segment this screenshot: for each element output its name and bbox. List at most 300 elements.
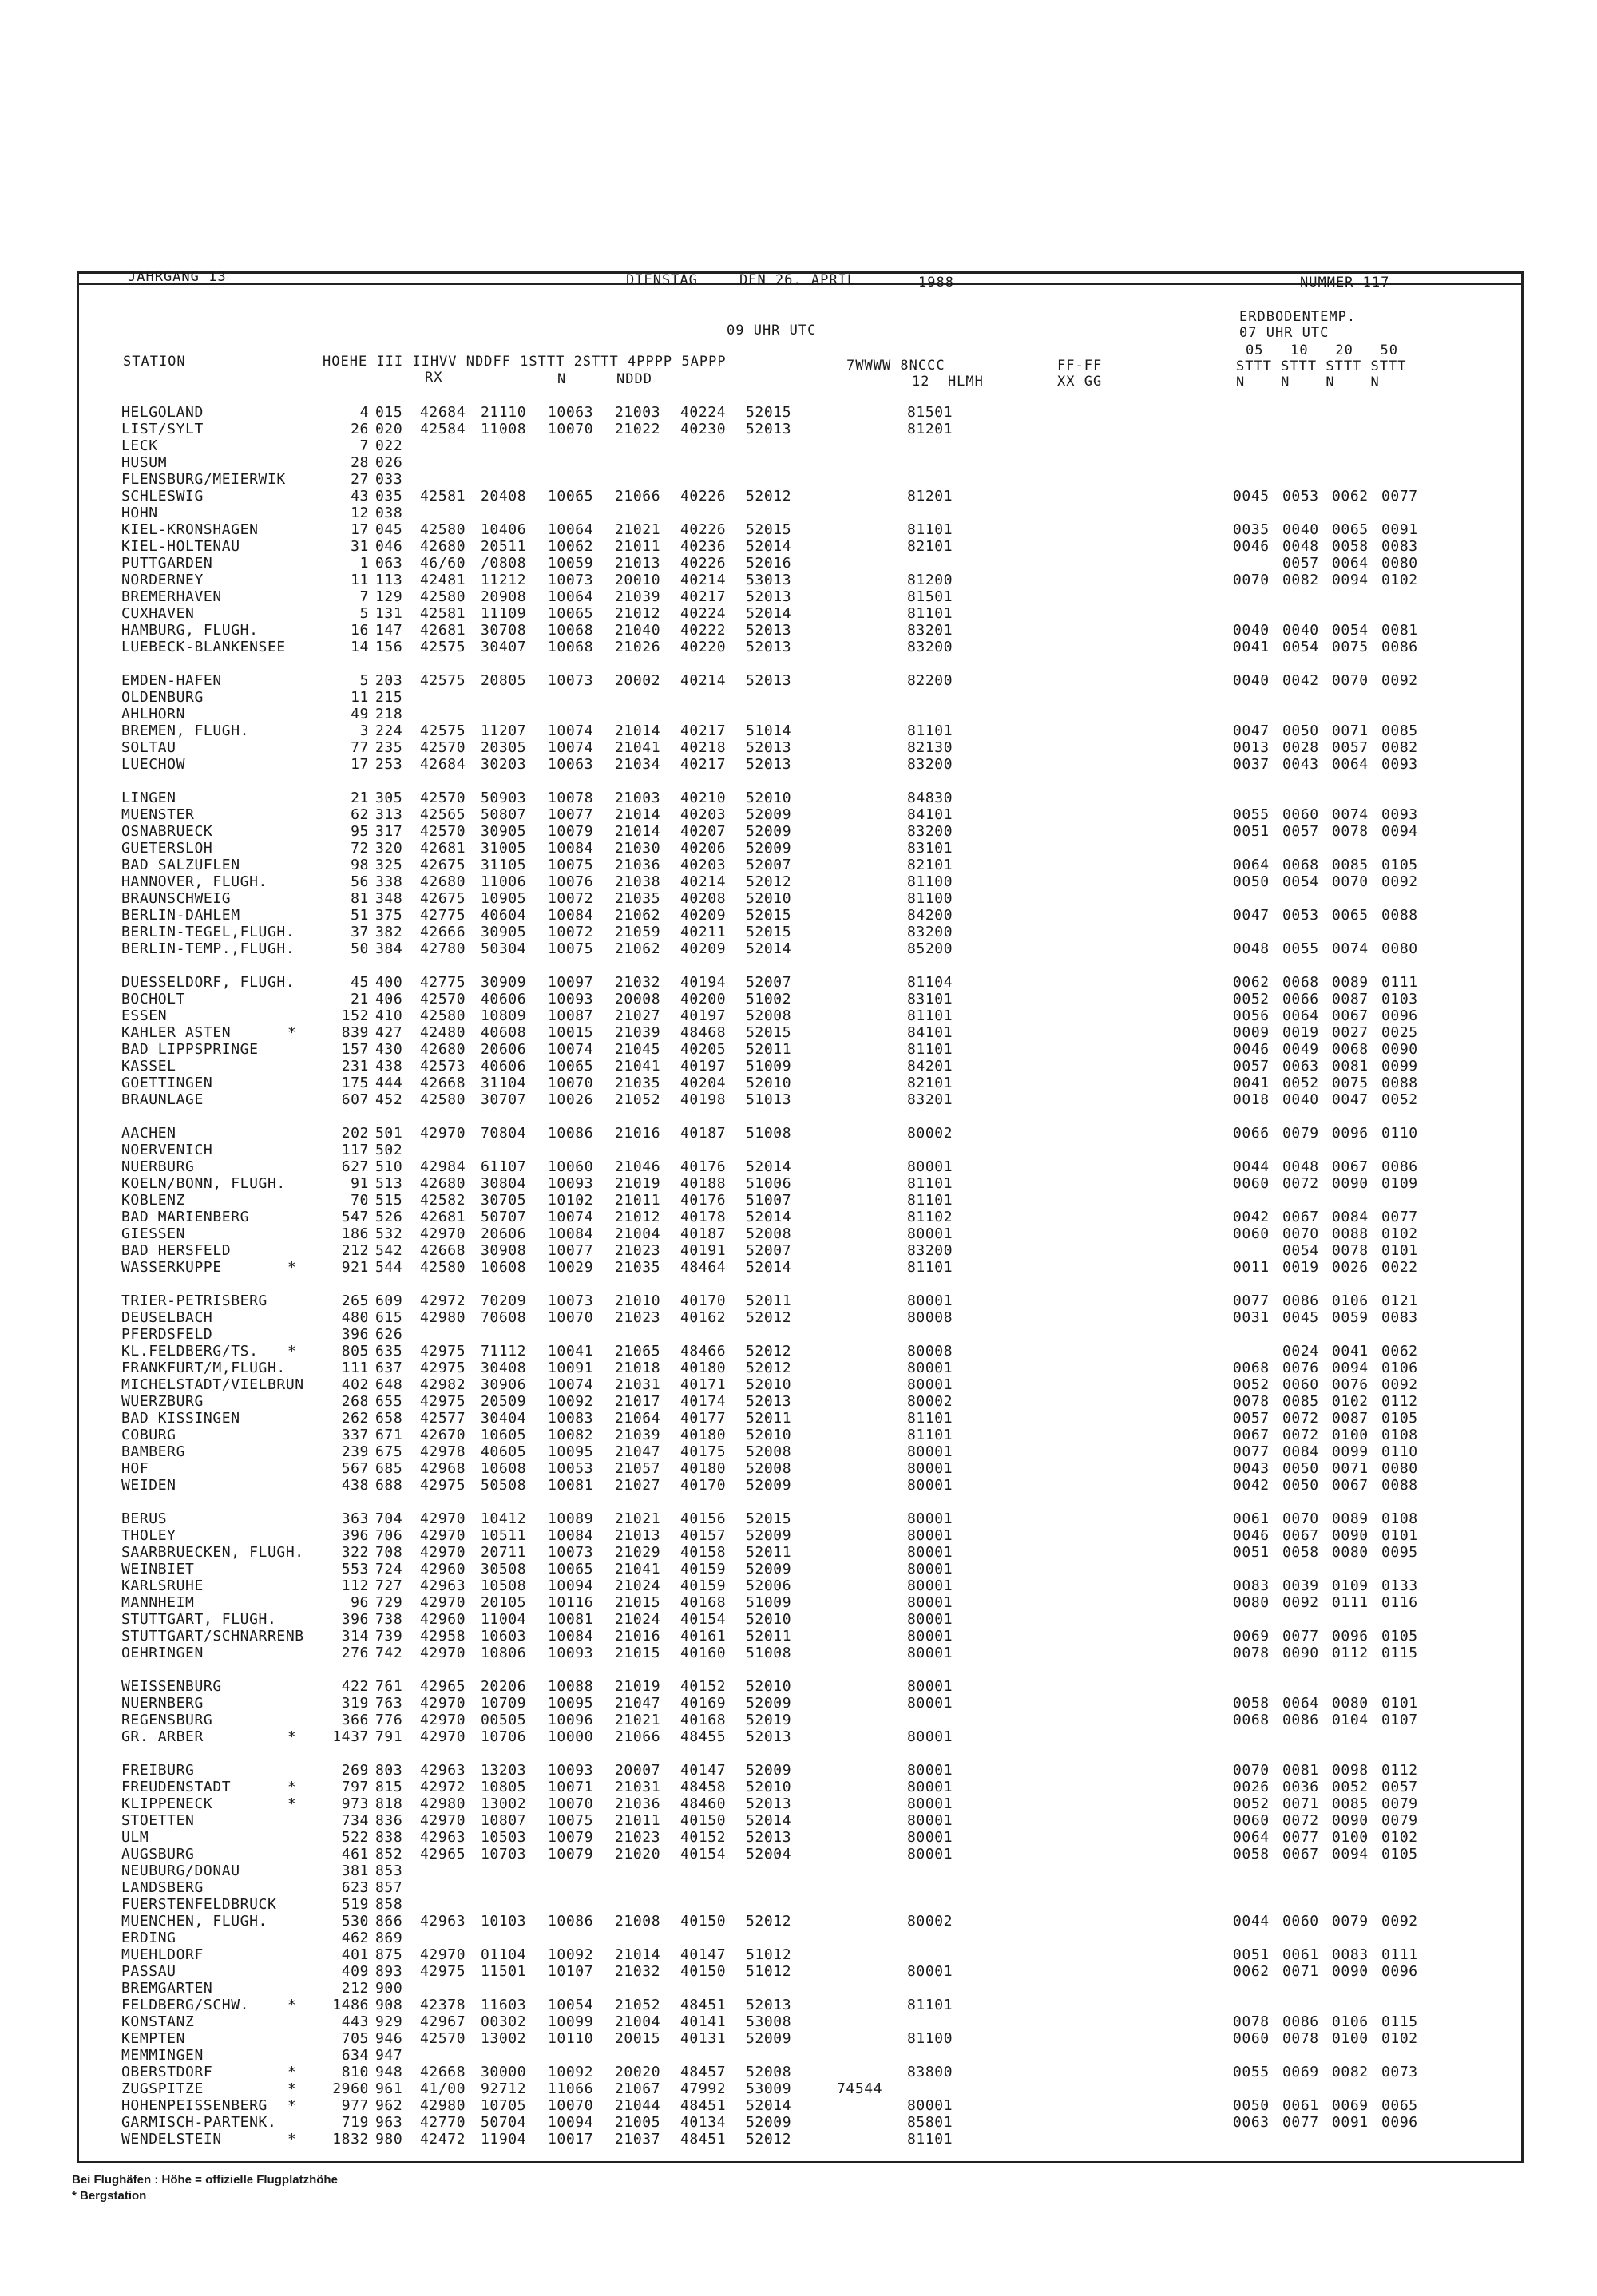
station-height: 45 xyxy=(351,974,369,991)
group-5appp: 52008 xyxy=(746,1443,792,1460)
station-height: 152 xyxy=(341,1007,369,1024)
group-1sttt: 10068 xyxy=(548,639,594,655)
soil-temp-value: 0090 xyxy=(1332,1527,1369,1544)
soil-temp-value: 0088 xyxy=(1381,907,1418,924)
station-name: KOELN/BONN, FLUGH. xyxy=(121,1175,286,1192)
group-5appp: 52013 xyxy=(746,672,792,689)
soil-temp-value: 0069 xyxy=(1233,1628,1270,1645)
soil-temp-value: 0064 xyxy=(1233,1829,1270,1846)
station-name: NUERBURG xyxy=(121,1158,195,1175)
group-5appp: 53009 xyxy=(746,2080,792,2097)
group-1sttt: 10073 xyxy=(548,1544,594,1561)
station-index: 113 xyxy=(375,572,403,588)
soil-temp-value: 0054 xyxy=(1282,873,1319,890)
group-4pppp: 40131 xyxy=(680,2030,727,2047)
soil-temp-value: 0069 xyxy=(1282,2064,1319,2080)
group-4pppp: 40170 xyxy=(680,1477,727,1494)
soil-temp-value: 0070 xyxy=(1233,1762,1270,1779)
soil-temp-value: 0079 xyxy=(1381,1812,1418,1829)
group-5appp: 52009 xyxy=(746,1762,792,1779)
soil-temp-value: 0050 xyxy=(1233,873,1270,890)
soil-temp-value: 0112 xyxy=(1381,1762,1418,1779)
group-iihvv: 42684 xyxy=(420,404,466,421)
soil-temp-value: 0048 xyxy=(1282,1158,1319,1175)
group-4pppp: 40162 xyxy=(680,1309,727,1326)
station-name: STOETTEN xyxy=(121,1812,195,1829)
group-nddff: 11207 xyxy=(481,722,527,739)
group-2sttt: 21031 xyxy=(615,1779,661,1795)
group-5appp: 52012 xyxy=(746,1309,792,1326)
group-8nccc: 83800 xyxy=(907,2064,953,2080)
soil-temp-value: 0082 xyxy=(1332,2064,1369,2080)
group-5appp: 52013 xyxy=(746,622,792,639)
group-1sttt: 10079 xyxy=(548,823,594,840)
group-4pppp: 40217 xyxy=(680,756,727,773)
soil-temp-value: 0054 xyxy=(1332,622,1369,639)
group-1sttt: 10065 xyxy=(548,488,594,505)
group-8nccc: 83201 xyxy=(907,622,953,639)
soil-temp-value: 0090 xyxy=(1332,1963,1369,1980)
group-2sttt: 20020 xyxy=(615,2064,661,2080)
group-1sttt: 10094 xyxy=(548,1578,594,1594)
soil-temp-value: 0067 xyxy=(1332,1477,1369,1494)
group-4pppp: 40197 xyxy=(680,1007,727,1024)
station-index: 215 xyxy=(375,689,403,706)
soil-temp-value: 0100 xyxy=(1332,1829,1369,1846)
group-1sttt: 10087 xyxy=(548,1007,594,1024)
group-nddff: 20408 xyxy=(481,488,527,505)
station-index: 908 xyxy=(375,1997,403,2013)
station-height: 623 xyxy=(341,1879,369,1896)
group-nddff: 11004 xyxy=(481,1611,527,1628)
soil-temp-value: 0046 xyxy=(1233,1041,1270,1058)
group-4pppp: 40168 xyxy=(680,1712,727,1728)
group-nddff: 40605 xyxy=(481,1443,527,1460)
soil-temp-value: 0081 xyxy=(1381,622,1418,639)
group-nddff: 10412 xyxy=(481,1510,527,1527)
group-5appp: 52013 xyxy=(746,1728,792,1745)
group-iihvv: 42670 xyxy=(420,1427,466,1443)
station-index: 858 xyxy=(375,1896,403,1913)
soil-temp-value: 0060 xyxy=(1282,806,1319,823)
station-index: 542 xyxy=(375,1242,403,1259)
soil-temp-value: 0067 xyxy=(1332,1158,1369,1175)
soil-temp-value: 0078 xyxy=(1233,2013,1270,2030)
group-4pppp: 40171 xyxy=(680,1376,727,1393)
soil-temp-value: 0009 xyxy=(1233,1024,1270,1041)
soil-temp-value: 0100 xyxy=(1332,1427,1369,1443)
soil-temp-value: 0067 xyxy=(1332,1007,1369,1024)
group-1sttt: 10110 xyxy=(548,2030,594,2047)
soil-temp-value: 0116 xyxy=(1381,1594,1418,1611)
soil-temp-value: 0066 xyxy=(1233,1125,1270,1142)
group-nddff: 10809 xyxy=(481,1007,527,1024)
group-4pppp: 40152 xyxy=(680,1678,727,1695)
soil-temp-value: 0031 xyxy=(1233,1309,1270,1326)
group-2sttt: 21041 xyxy=(615,1561,661,1578)
group-2sttt: 21046 xyxy=(615,1158,661,1175)
group-2sttt: 20007 xyxy=(615,1762,661,1779)
soil-temp-value: 0092 xyxy=(1381,873,1418,890)
station-height: 50 xyxy=(351,940,369,957)
soil-temp-value: 0054 xyxy=(1282,1242,1319,1259)
group-nddff: 10905 xyxy=(481,890,527,907)
station-index: 348 xyxy=(375,890,403,907)
group-8nccc: 82130 xyxy=(907,739,953,756)
soil-temp-value: 0109 xyxy=(1381,1175,1418,1192)
group-4pppp: 48464 xyxy=(680,1259,727,1276)
soil-temp-value: 0072 xyxy=(1282,1812,1319,1829)
group-nddff: 20105 xyxy=(481,1594,527,1611)
group-2sttt: 21032 xyxy=(615,974,661,991)
group-5appp: 52009 xyxy=(746,840,792,857)
group-4pppp: 40226 xyxy=(680,488,727,505)
group-5appp: 52009 xyxy=(746,806,792,823)
soil-temp-value: 0081 xyxy=(1332,1058,1369,1075)
soil-temp-value: 0052 xyxy=(1332,1779,1369,1795)
group-iihvv: 42982 xyxy=(420,1376,466,1393)
group-nddff: 61107 xyxy=(481,1158,527,1175)
group-iihvv: 42960 xyxy=(420,1561,466,1578)
soil-temp-value: 0087 xyxy=(1332,991,1369,1007)
group-2sttt: 20010 xyxy=(615,572,661,588)
group-2sttt: 21027 xyxy=(615,1477,661,1494)
station-index: 615 xyxy=(375,1309,403,1326)
soil-temp-value: 0036 xyxy=(1282,1779,1319,1795)
group-5appp: 52015 xyxy=(746,1510,792,1527)
group-nddff: 10511 xyxy=(481,1527,527,1544)
soil-temp-value: 0110 xyxy=(1381,1125,1418,1142)
group-iihvv: 42575 xyxy=(420,672,466,689)
group-1sttt: 10059 xyxy=(548,555,594,572)
station-height: 91 xyxy=(351,1175,369,1192)
station-index: 510 xyxy=(375,1158,403,1175)
soil-temp-value: 0090 xyxy=(1332,1175,1369,1192)
group-nddff: 10605 xyxy=(481,1427,527,1443)
group-nddff: 31005 xyxy=(481,840,527,857)
soil-temp-value: 0064 xyxy=(1282,1695,1319,1712)
station-height: 409 xyxy=(341,1963,369,1980)
group-1sttt: 10092 xyxy=(548,1946,594,1963)
group-nddff: 30707 xyxy=(481,1091,527,1108)
group-8nccc: 80001 xyxy=(907,1561,953,1578)
group-5appp: 52011 xyxy=(746,1410,792,1427)
group-5appp: 52010 xyxy=(746,790,792,806)
group-nddff: 11904 xyxy=(481,2131,527,2148)
group-5appp: 52009 xyxy=(746,2114,792,2131)
group-nddff: 11109 xyxy=(481,605,527,622)
station-height: 269 xyxy=(341,1762,369,1779)
group-nddff: 10807 xyxy=(481,1812,527,1829)
group-2sttt: 21032 xyxy=(615,1963,661,1980)
station-height: 734 xyxy=(341,1812,369,1829)
group-1sttt: 10076 xyxy=(548,873,594,890)
station-name: SCHLESWIG xyxy=(121,488,204,505)
soil-temp-value: 0044 xyxy=(1233,1158,1270,1175)
station-name: LUEBECK-BLANKENSEE xyxy=(121,639,286,655)
group-1sttt: 10073 xyxy=(548,572,594,588)
soil-temp-value: 0072 xyxy=(1282,1175,1319,1192)
group-2sttt: 21024 xyxy=(615,1611,661,1628)
soil-temp-value: 0040 xyxy=(1282,622,1319,639)
group-7wwww: 74544 xyxy=(837,2080,883,2097)
group-8nccc: 83200 xyxy=(907,639,953,655)
station-name: OSNABRUECK xyxy=(121,823,213,840)
station-index: 203 xyxy=(375,672,403,689)
soil-temp-value: 0102 xyxy=(1381,572,1418,588)
soil-temp-value: 0052 xyxy=(1381,1091,1418,1108)
group-2sttt: 21014 xyxy=(615,806,661,823)
soil-temp-value: 0060 xyxy=(1282,1913,1319,1930)
group-1sttt: 10092 xyxy=(548,2064,594,2080)
group-4pppp: 40220 xyxy=(680,639,727,655)
soil-temp-value: 0071 xyxy=(1282,1963,1319,1980)
mountain-marker: * xyxy=(287,1779,297,1795)
group-nddff: 13002 xyxy=(481,1795,527,1812)
code-header-2: 7WWWW 8NCCC xyxy=(846,358,945,374)
soil-temp-value: 0071 xyxy=(1332,722,1369,739)
soil-temp-value: 0069 xyxy=(1332,2097,1369,2114)
soil-temp-value: 0040 xyxy=(1233,622,1270,639)
soil-temp-value: 0133 xyxy=(1381,1578,1418,1594)
group-iihvv: 42580 xyxy=(420,1259,466,1276)
group-iihvv: 42668 xyxy=(420,1242,466,1259)
station-index: 706 xyxy=(375,1527,403,1544)
soil-temp-value: 0050 xyxy=(1282,1477,1319,1494)
group-5appp: 52016 xyxy=(746,555,792,572)
group-2sttt: 21013 xyxy=(615,1527,661,1544)
group-iihvv: 42972 xyxy=(420,1779,466,1795)
group-5appp: 52013 xyxy=(746,1795,792,1812)
group-iihvv: 42970 xyxy=(420,1594,466,1611)
group-5appp: 52011 xyxy=(746,1292,792,1309)
station-height: 231 xyxy=(341,1058,369,1075)
soil-temp-value: 0077 xyxy=(1381,1209,1418,1225)
soil-temp-value: 0040 xyxy=(1233,672,1270,689)
station-index: 708 xyxy=(375,1544,403,1561)
group-1sttt: 10062 xyxy=(548,538,594,555)
station-name: WENDELSTEIN xyxy=(121,2131,222,2148)
group-2sttt: 21016 xyxy=(615,1125,661,1142)
group-4pppp: 40197 xyxy=(680,1058,727,1075)
station-index: 444 xyxy=(375,1075,403,1091)
group-nddff: 20711 xyxy=(481,1544,527,1561)
station-name: CUXHAVEN xyxy=(121,605,195,622)
group-nddff: 30203 xyxy=(481,756,527,773)
group-2sttt: 21023 xyxy=(615,1309,661,1326)
soil-temp-value: 0028 xyxy=(1282,739,1319,756)
group-2sttt: 21014 xyxy=(615,722,661,739)
group-4pppp: 40224 xyxy=(680,404,727,421)
station-index: 325 xyxy=(375,857,403,873)
station-index: 893 xyxy=(375,1963,403,1980)
group-1sttt: 10079 xyxy=(548,1829,594,1846)
group-2sttt: 21017 xyxy=(615,1393,661,1410)
soil-temp-value: 0101 xyxy=(1381,1695,1418,1712)
group-8nccc: 81101 xyxy=(907,1175,953,1192)
soil-temp-value: 0039 xyxy=(1282,1578,1319,1594)
soil-temp-value: 0088 xyxy=(1381,1477,1418,1494)
group-iihvv: 42980 xyxy=(420,1795,466,1812)
group-8nccc: 80001 xyxy=(907,1594,953,1611)
soil-temp-value: 0035 xyxy=(1233,521,1270,538)
station-index: 803 xyxy=(375,1762,403,1779)
soil-temp-value: 0091 xyxy=(1332,2114,1369,2131)
station-name: KIEL-HOLTENAU xyxy=(121,538,240,555)
group-4pppp: 40226 xyxy=(680,521,727,538)
station-name: KEMPTEN xyxy=(121,2030,186,2047)
station-height: 443 xyxy=(341,2013,369,2030)
soil-temp-value: 0024 xyxy=(1282,1343,1319,1360)
soil-temp-title: ERDBODENTEMP. xyxy=(1239,309,1357,325)
group-2sttt: 21003 xyxy=(615,404,661,421)
station-index: 382 xyxy=(375,924,403,940)
group-nddff: 11212 xyxy=(481,572,527,588)
station-index: 156 xyxy=(375,639,403,655)
group-1sttt: 10083 xyxy=(548,1410,594,1427)
station-height: 21 xyxy=(351,790,369,806)
group-4pppp: 40207 xyxy=(680,823,727,840)
station-height: 16 xyxy=(351,622,369,639)
station-height: 14 xyxy=(351,639,369,655)
soil-temp-value: 0107 xyxy=(1381,1712,1418,1728)
soil-temp-value: 0062 xyxy=(1233,974,1270,991)
group-8nccc: 81101 xyxy=(907,1997,953,2013)
group-5appp: 52012 xyxy=(746,1913,792,1930)
group-iihvv: 42668 xyxy=(420,1075,466,1091)
group-4pppp: 40236 xyxy=(680,538,727,555)
station-index: 515 xyxy=(375,1192,403,1209)
group-8nccc: 80001 xyxy=(907,1963,953,1980)
group-8nccc: 84101 xyxy=(907,1024,953,1041)
group-nddff: /0808 xyxy=(481,555,527,572)
soil-temp-value: 0105 xyxy=(1381,1410,1418,1427)
soil-temp-value: 0060 xyxy=(1233,1225,1270,1242)
group-4pppp: 40203 xyxy=(680,806,727,823)
group-8nccc: 80001 xyxy=(907,1158,953,1175)
group-2sttt: 21013 xyxy=(615,555,661,572)
soil-temp-value: 0096 xyxy=(1381,1963,1418,1980)
station-name: REGENSBURG xyxy=(121,1712,213,1728)
soil-temp-value: 0060 xyxy=(1233,1812,1270,1829)
station-name: LECK xyxy=(121,437,158,454)
group-4pppp: 40188 xyxy=(680,1175,727,1192)
station-height: 3 xyxy=(359,722,369,739)
soil-temp-value: 0099 xyxy=(1381,1058,1418,1075)
group-8nccc: 81101 xyxy=(907,1410,953,1427)
group-2sttt: 21035 xyxy=(615,1259,661,1276)
group-2sttt: 21034 xyxy=(615,756,661,773)
station-name: LIST/SYLT xyxy=(121,421,204,437)
station-index: 253 xyxy=(375,756,403,773)
soil-temp-value: 0077 xyxy=(1233,1443,1270,1460)
group-8nccc: 80001 xyxy=(907,1812,953,1829)
group-iihvv: 42684 xyxy=(420,756,466,773)
group-nddff: 11008 xyxy=(481,421,527,437)
mountain-marker: * xyxy=(287,1795,297,1812)
group-2sttt: 21018 xyxy=(615,1360,661,1376)
station-name: ZUGSPITZE xyxy=(121,2080,204,2097)
station-height: 157 xyxy=(341,1041,369,1058)
soil-temp-value: 0055 xyxy=(1282,940,1319,957)
soil-temp-value: 0067 xyxy=(1282,1209,1319,1225)
soil-temp-value: 0050 xyxy=(1282,1460,1319,1477)
station-name: SOLTAU xyxy=(121,739,176,756)
group-5appp: 52013 xyxy=(746,1997,792,2013)
group-iihvv: 42581 xyxy=(420,605,466,622)
group-8nccc: 80001 xyxy=(907,1443,953,1460)
soil-temp-value: 0086 xyxy=(1381,639,1418,655)
station-height: 81 xyxy=(351,890,369,907)
station-height: 49 xyxy=(351,706,369,722)
group-nddff: 10608 xyxy=(481,1259,527,1276)
group-4pppp: 40168 xyxy=(680,1594,727,1611)
group-2sttt: 21014 xyxy=(615,1946,661,1963)
soil-temp-value: 0077 xyxy=(1233,1292,1270,1309)
group-iihvv: 42775 xyxy=(420,907,466,924)
soil-temp-value: 0070 xyxy=(1332,672,1369,689)
station-name: HOHN xyxy=(121,505,158,521)
group-iihvv: 42680 xyxy=(420,538,466,555)
group-4pppp: 40175 xyxy=(680,1443,727,1460)
group-nddff: 01104 xyxy=(481,1946,527,1963)
soil-temp-value: 0052 xyxy=(1282,1075,1319,1091)
group-iihvv: 42565 xyxy=(420,806,466,823)
soil-temp-value: 0057 xyxy=(1282,823,1319,840)
station-height: 239 xyxy=(341,1443,369,1460)
group-5appp: 51007 xyxy=(746,1192,792,1209)
soil-temp-value: 0094 xyxy=(1381,823,1418,840)
station-height: 262 xyxy=(341,1410,369,1427)
group-8nccc: 80002 xyxy=(907,1125,953,1142)
group-nddff: 30708 xyxy=(481,622,527,639)
station-height: 7 xyxy=(359,588,369,605)
station-height: 2960 xyxy=(332,2080,369,2097)
station-height: 212 xyxy=(341,1980,369,1997)
group-nddff: 70209 xyxy=(481,1292,527,1309)
group-2sttt: 21041 xyxy=(615,739,661,756)
group-5appp: 52015 xyxy=(746,1024,792,1041)
station-index: 658 xyxy=(375,1410,403,1427)
group-5appp: 52012 xyxy=(746,488,792,505)
group-2sttt: 21012 xyxy=(615,605,661,622)
group-8nccc: 80002 xyxy=(907,1913,953,1930)
soil-temp-value: 0058 xyxy=(1233,1846,1270,1863)
station-name: FELDBERG/SCHW. xyxy=(121,1997,250,2013)
group-8nccc: 80001 xyxy=(907,1477,953,1494)
group-5appp: 52010 xyxy=(746,1075,792,1091)
group-2sttt: 21041 xyxy=(615,1058,661,1075)
soil-temp-value: 0090 xyxy=(1381,1041,1418,1058)
group-iihvv: 42681 xyxy=(420,622,466,639)
station-name: WEINBIET xyxy=(121,1561,195,1578)
group-5appp: 51008 xyxy=(746,1125,792,1142)
station-index: 866 xyxy=(375,1913,403,1930)
group-nddff: 31105 xyxy=(481,857,527,873)
station-height: 5 xyxy=(359,672,369,689)
soil-code-header: STTT STTT STTT STTT xyxy=(1236,358,1407,374)
group-1sttt: 10091 xyxy=(548,1360,594,1376)
station-index: 020 xyxy=(375,421,403,437)
group-iihvv: 42975 xyxy=(420,1343,466,1360)
station-name: BOCHOLT xyxy=(121,991,186,1007)
station-height: 797 xyxy=(341,1779,369,1795)
group-nddff: 10608 xyxy=(481,1460,527,1477)
group-nddff: 11501 xyxy=(481,1963,527,1980)
group-5appp: 52015 xyxy=(746,521,792,538)
station-index: 963 xyxy=(375,2114,403,2131)
group-iihvv: 42984 xyxy=(420,1158,466,1175)
